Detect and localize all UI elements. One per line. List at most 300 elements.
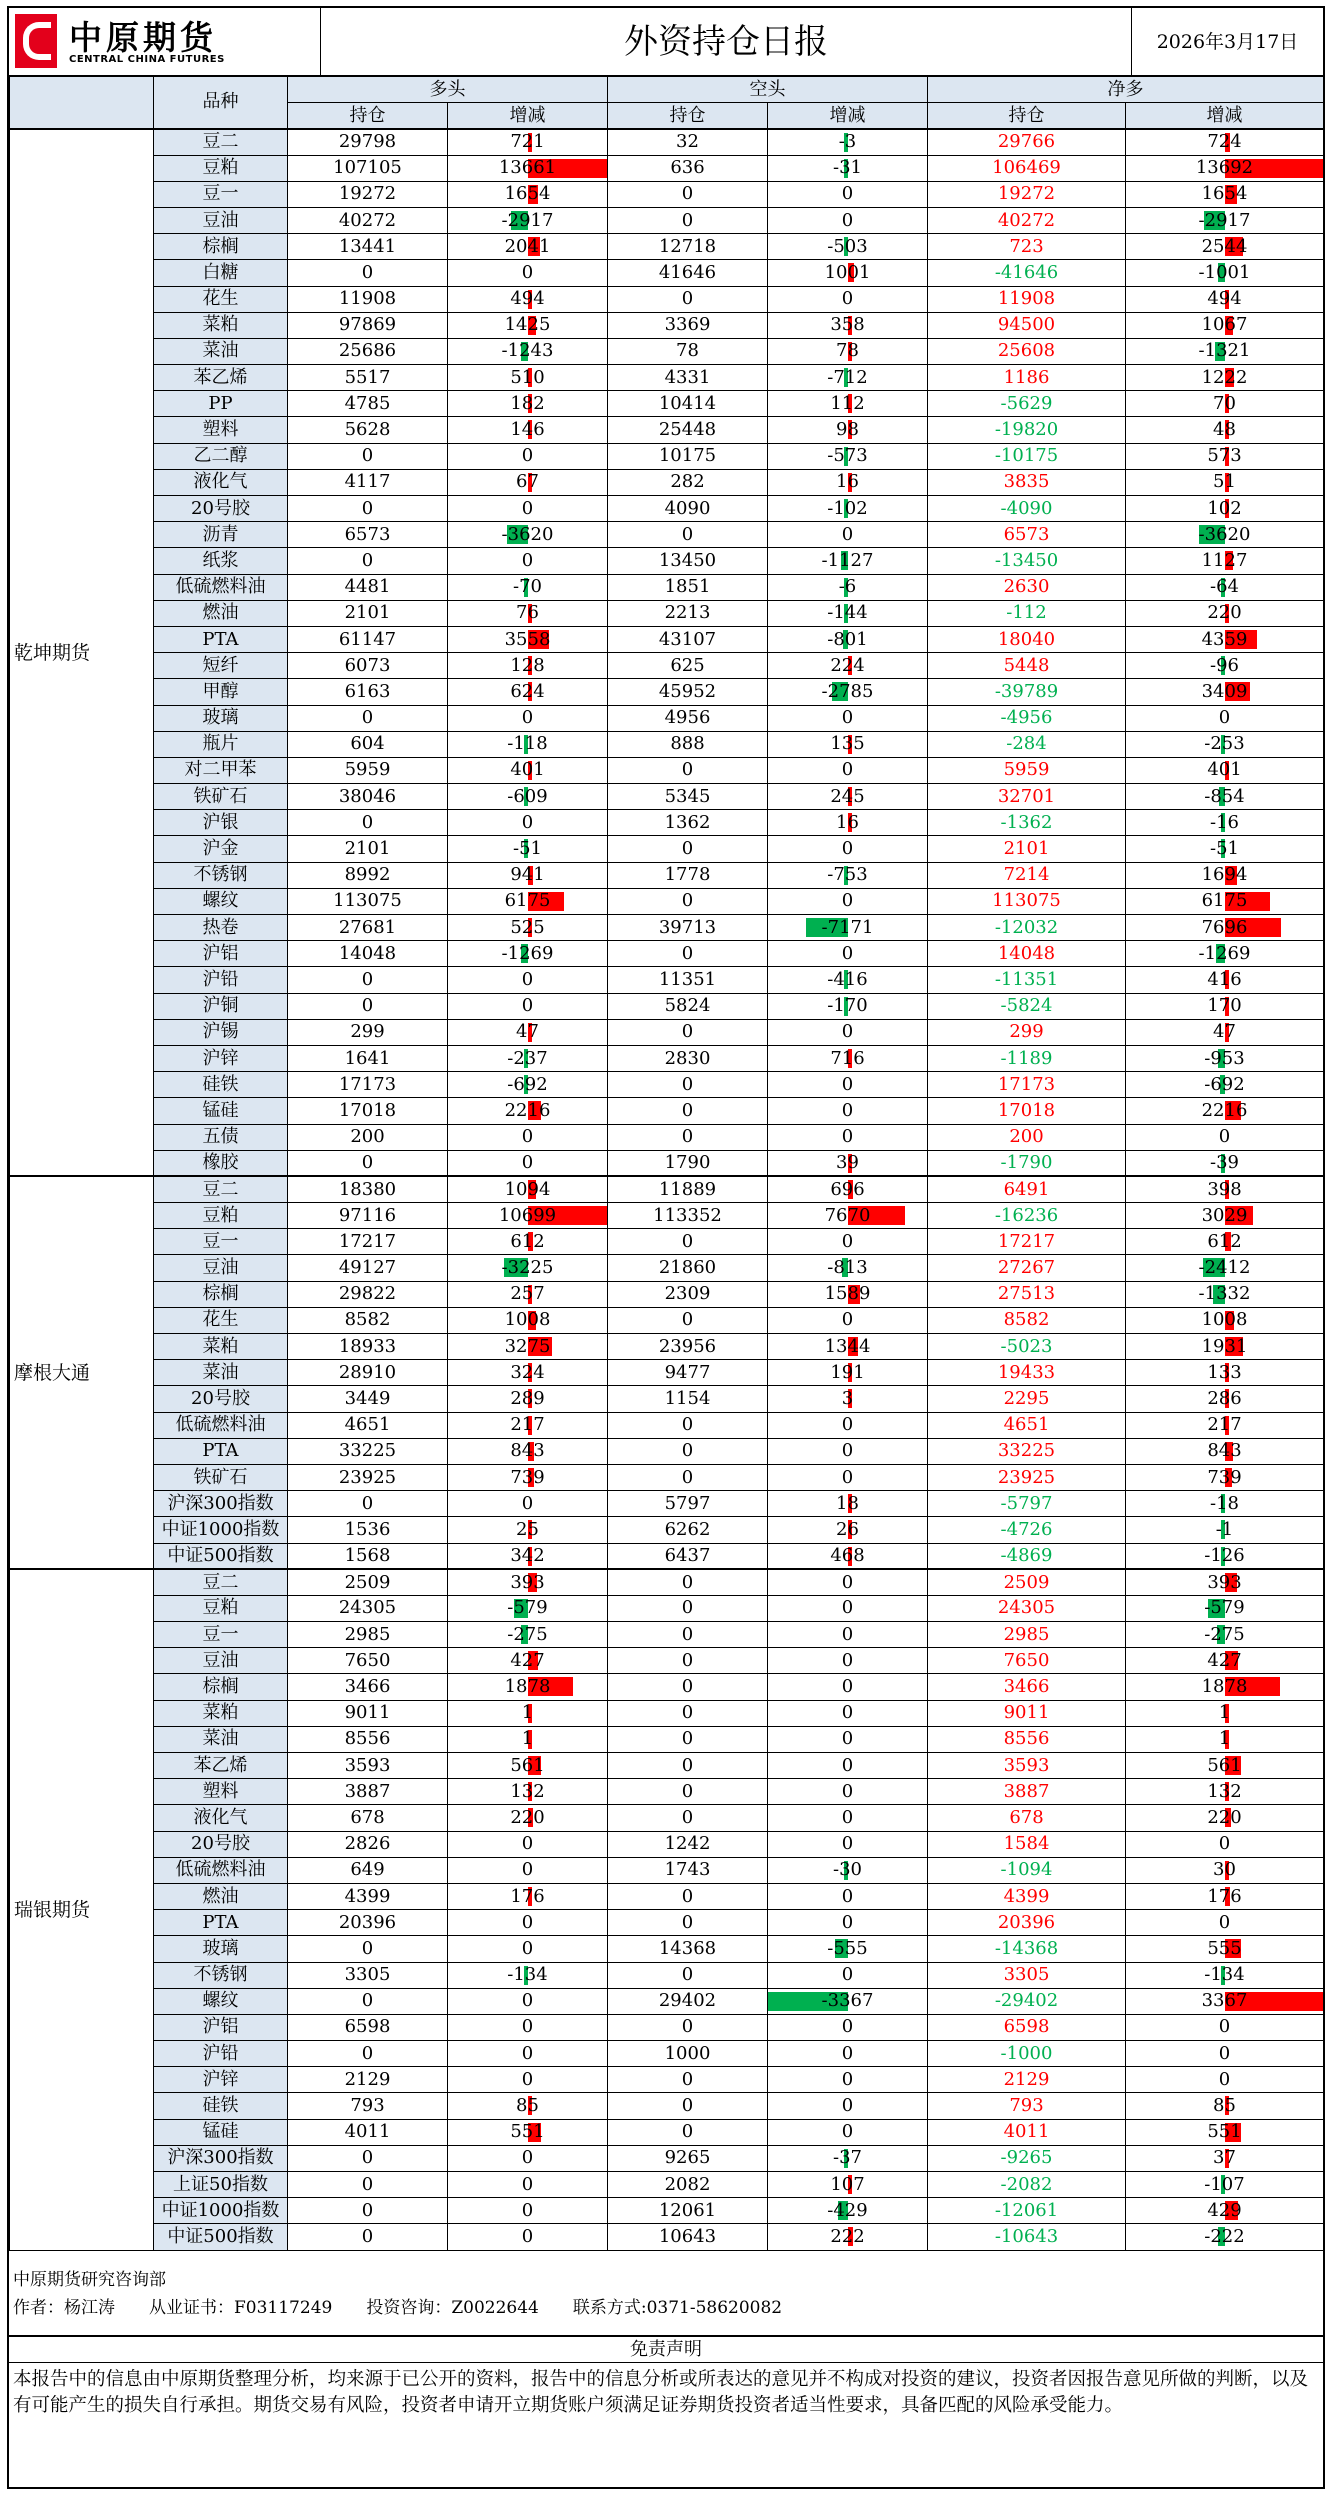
long-change (448, 2224, 608, 2250)
long-position: 0 (288, 810, 448, 836)
short-position: 1851 (608, 574, 768, 600)
change-value: 0 (841, 1126, 854, 1148)
short-position: 0 (608, 1779, 768, 1805)
table-row (10, 626, 1324, 652)
short-position: 29402 (608, 1988, 768, 2014)
short-change (768, 1622, 928, 1648)
net-change (1126, 1700, 1324, 1726)
change-value: 0 (521, 1937, 534, 1959)
change-value: 573 (1207, 445, 1242, 467)
short-change (768, 1072, 928, 1098)
change-value: 182 (510, 392, 545, 414)
header-long: 多头 (288, 77, 608, 103)
short-position: 0 (608, 1595, 768, 1621)
net-change (1126, 2041, 1324, 2067)
table-row (10, 443, 1324, 469)
change-value: 0 (841, 209, 854, 231)
long-position: 0 (288, 1988, 448, 2014)
change-value: -1332 (1198, 1283, 1251, 1305)
variety-name: 沪铝 (154, 2014, 288, 2040)
long-change (448, 2014, 608, 2040)
change-value: 843 (510, 1440, 545, 1462)
change-value: -39 (1210, 1152, 1239, 1174)
short-position: 1242 (608, 1831, 768, 1857)
report-title: 外资持仓日报 (624, 22, 828, 62)
short-change (768, 1464, 928, 1490)
change-value: 1094 (504, 1178, 551, 1200)
net-position: 3835 (928, 469, 1126, 495)
net-change (1126, 1569, 1324, 1595)
net-position: 2630 (928, 574, 1126, 600)
table-row (10, 1543, 1324, 1569)
table-row (10, 1019, 1324, 1045)
net-position: 6573 (928, 522, 1126, 548)
change-value: 0 (841, 759, 854, 781)
change-value: 0 (521, 2225, 534, 2247)
net-position: -5797 (928, 1491, 1126, 1517)
header-long-position: 持仓 (288, 103, 448, 129)
variety-name: 沪金 (154, 836, 288, 862)
net-position: 106469 (928, 155, 1126, 181)
variety-name: 上证50指数 (154, 2172, 288, 2198)
header-net-change: 增减 (1126, 103, 1324, 129)
short-position: 3369 (608, 312, 768, 338)
short-position: 78 (608, 338, 768, 364)
long-change (448, 1910, 608, 1936)
net-change (1126, 1883, 1324, 1909)
short-position: 0 (608, 2067, 768, 2093)
long-position: 9011 (288, 1700, 448, 1726)
net-change (1126, 1307, 1324, 1333)
change-value: -416 (827, 968, 868, 990)
change-value: 25 (516, 1518, 539, 1540)
change-value: -1243 (501, 340, 554, 362)
long-position: 107105 (288, 155, 448, 181)
long-position: 29798 (288, 129, 448, 155)
short-position: 21860 (608, 1255, 768, 1281)
table-row (10, 1307, 1324, 1333)
net-position: 1186 (928, 365, 1126, 391)
short-position: 2309 (608, 1281, 768, 1307)
change-value: 0 (841, 1623, 854, 1645)
long-change (448, 1203, 608, 1229)
long-change (448, 1622, 608, 1648)
change-value: 624 (510, 680, 545, 702)
long-position: 3466 (288, 1674, 448, 1700)
short-change (768, 1203, 928, 1229)
net-position: 19433 (928, 1360, 1126, 1386)
table-row (10, 1281, 1324, 1307)
table-row (10, 1150, 1324, 1176)
table-row (10, 496, 1324, 522)
long-position: 97869 (288, 312, 448, 338)
short-position: 0 (608, 1307, 768, 1333)
change-value: 0 (841, 1754, 854, 1776)
table-row (10, 469, 1324, 495)
table-row (10, 1491, 1324, 1517)
table-row (10, 1334, 1324, 1360)
long-position: 18933 (288, 1334, 448, 1360)
long-position: 200 (288, 1124, 448, 1150)
net-change (1126, 1779, 1324, 1805)
change-value: 3367 (1201, 1990, 1248, 2012)
net-position: 8556 (928, 1726, 1126, 1752)
table-row (10, 1648, 1324, 1674)
change-value: 0 (521, 1990, 534, 2012)
net-change (1126, 836, 1324, 862)
change-value: 0 (841, 1676, 854, 1698)
change-value: 429 (1207, 2199, 1242, 2221)
long-position: 0 (288, 2172, 448, 2198)
table-row (10, 312, 1324, 338)
short-position: 4090 (608, 496, 768, 522)
long-change (448, 1962, 608, 1988)
short-position: 1743 (608, 1857, 768, 1883)
table-row (10, 1412, 1324, 1438)
net-change (1126, 1124, 1324, 1150)
variety-name: 沪铜 (154, 993, 288, 1019)
change-value: 561 (1207, 1754, 1242, 1776)
short-change (768, 1334, 928, 1360)
table-row (10, 1595, 1324, 1621)
change-value: 0 (521, 2199, 534, 2221)
change-value: -1001 (1198, 261, 1251, 283)
change-value: 494 (1207, 288, 1242, 310)
variety-name: 沪锌 (154, 2067, 288, 2093)
short-change (768, 365, 928, 391)
long-change (448, 915, 608, 941)
short-change (768, 1936, 928, 1962)
short-position: 0 (608, 1072, 768, 1098)
net-position: 27513 (928, 1281, 1126, 1307)
long-position: 2129 (288, 2067, 448, 2093)
long-position: 2985 (288, 1622, 448, 1648)
change-value: 222 (830, 2225, 865, 2247)
long-position: 17217 (288, 1229, 448, 1255)
net-change (1126, 2145, 1324, 2171)
change-value: 0 (1218, 1833, 1231, 1855)
long-position: 29822 (288, 1281, 448, 1307)
change-value: -2917 (501, 209, 554, 231)
change-value: 67 (516, 471, 539, 493)
change-value: 0 (841, 1702, 854, 1724)
long-position: 2509 (288, 1569, 448, 1595)
variety-name: PTA (154, 626, 288, 652)
long-change (448, 1805, 608, 1831)
change-value: 191 (830, 1361, 865, 1383)
table-row (10, 1203, 1324, 1229)
net-change (1126, 862, 1324, 888)
short-change (768, 784, 928, 810)
change-value: 286 (1207, 1387, 1242, 1409)
net-position: -13450 (928, 548, 1126, 574)
short-change (768, 574, 928, 600)
table-row (10, 234, 1324, 260)
table-row (10, 1176, 1324, 1202)
long-change (448, 862, 608, 888)
long-change (448, 1045, 608, 1071)
table-row (10, 1098, 1324, 1124)
long-position: 0 (288, 1491, 448, 1517)
net-position: 8582 (928, 1307, 1126, 1333)
table-row (10, 1622, 1324, 1648)
variety-name: 白糖 (154, 260, 288, 286)
long-change (448, 1543, 608, 1569)
variety-name: 中证500指数 (154, 1543, 288, 1569)
variety-name: 菜油 (154, 338, 288, 364)
change-value: 0 (1218, 1911, 1231, 1933)
net-change (1126, 1805, 1324, 1831)
net-position: -2082 (928, 2172, 1126, 2198)
long-change (448, 548, 608, 574)
net-position: -1094 (928, 1857, 1126, 1883)
net-change (1126, 2172, 1324, 2198)
net-position: -9265 (928, 2145, 1126, 2171)
net-position: -5629 (928, 391, 1126, 417)
change-value: -953 (1204, 1047, 1245, 1069)
short-change (768, 993, 928, 1019)
change-value: 401 (510, 759, 545, 781)
variety-name: 塑料 (154, 417, 288, 443)
change-value: 13692 (1195, 157, 1254, 179)
table-row (10, 915, 1324, 941)
table-row (10, 155, 1324, 181)
change-value: 289 (510, 1387, 545, 1409)
table-row (10, 1962, 1324, 1988)
long-change (448, 1334, 608, 1360)
net-change (1126, 1988, 1324, 2014)
net-position: -4869 (928, 1543, 1126, 1569)
change-value: 739 (510, 1466, 545, 1488)
long-change (448, 626, 608, 652)
net-change (1126, 1962, 1324, 1988)
change-value: 47 (516, 1021, 539, 1043)
disclaimer-title: 免责声明 (9, 2335, 1323, 2363)
net-change (1126, 469, 1324, 495)
change-value: 510 (510, 366, 545, 388)
change-value: 612 (510, 1230, 545, 1252)
variety-name: 乙二醇 (154, 443, 288, 469)
long-position: 49127 (288, 1255, 448, 1281)
long-change (448, 1569, 608, 1595)
change-value: 0 (521, 2147, 534, 2169)
change-value: 468 (830, 1544, 865, 1566)
change-value: 1 (521, 1702, 534, 1724)
net-change (1126, 784, 1324, 810)
change-value: 132 (1207, 1780, 1242, 1802)
long-position: 3887 (288, 1779, 448, 1805)
change-value: 0 (841, 1833, 854, 1855)
long-change (448, 2093, 608, 2119)
short-change (768, 1700, 928, 1726)
header-short-position: 持仓 (608, 103, 768, 129)
net-change (1126, 234, 1324, 260)
change-value: 0 (521, 968, 534, 990)
change-value: 551 (510, 2121, 545, 2143)
net-position: 299 (928, 1019, 1126, 1045)
table-row (10, 1438, 1324, 1464)
change-value: -134 (1204, 1964, 1245, 1986)
change-value: 0 (841, 1885, 854, 1907)
long-position: 13441 (288, 234, 448, 260)
change-value: 393 (510, 1571, 545, 1593)
short-position: 1778 (608, 862, 768, 888)
long-position: 0 (288, 1936, 448, 1962)
variety-name: 低硫燃料油 (154, 1857, 288, 1883)
short-change (768, 338, 928, 364)
short-change (768, 1857, 928, 1883)
header-short: 空头 (608, 77, 928, 103)
short-change (768, 1255, 928, 1281)
variety-name: 玻璃 (154, 705, 288, 731)
net-position: -12032 (928, 915, 1126, 941)
long-position: 5959 (288, 757, 448, 783)
table-row (10, 129, 1324, 155)
net-change (1126, 2014, 1324, 2040)
change-value: -2917 (1198, 209, 1251, 231)
change-value: 324 (510, 1361, 545, 1383)
short-position: 9477 (608, 1360, 768, 1386)
long-change (448, 1779, 608, 1805)
net-position: 23925 (928, 1464, 1126, 1490)
variety-name: 豆油 (154, 1648, 288, 1674)
net-change (1126, 391, 1324, 417)
long-change (448, 784, 608, 810)
change-value: 555 (1207, 1937, 1242, 1959)
short-change (768, 1386, 928, 1412)
long-change (448, 574, 608, 600)
net-position: 5959 (928, 757, 1126, 783)
short-change (768, 2067, 928, 2093)
change-value: 0 (841, 2016, 854, 2038)
short-change (768, 1176, 928, 1202)
table-row (10, 2198, 1324, 2224)
long-change (448, 1753, 608, 1779)
change-value: 0 (521, 549, 534, 571)
change-value: 2041 (504, 235, 551, 257)
short-position: 1790 (608, 1150, 768, 1176)
long-position: 604 (288, 731, 448, 757)
change-value: -1269 (1198, 942, 1251, 964)
long-change (448, 234, 608, 260)
long-change (448, 1124, 608, 1150)
net-position: -19820 (928, 417, 1126, 443)
change-value: 525 (510, 916, 545, 938)
short-position: 5797 (608, 1491, 768, 1517)
variety-name: 棕榈 (154, 234, 288, 260)
report-date: 2026年3月17日 (1131, 8, 1323, 76)
change-value: -126 (1204, 1544, 1245, 1566)
variety-name: 20号胶 (154, 1831, 288, 1857)
short-change (768, 1962, 928, 1988)
net-change (1126, 1150, 1324, 1176)
long-position: 25686 (288, 338, 448, 364)
long-position: 1568 (288, 1543, 448, 1569)
long-change (448, 417, 608, 443)
change-value: 721 (510, 131, 545, 153)
variety-name: 五债 (154, 1124, 288, 1150)
change-value: 98 (836, 419, 859, 441)
long-change (448, 286, 608, 312)
change-value: 6175 (1201, 890, 1248, 912)
long-change (448, 1700, 608, 1726)
short-change (768, 1569, 928, 1595)
short-position: 4956 (608, 705, 768, 731)
net-position: 200 (928, 1124, 1126, 1150)
variety-name: 沪铅 (154, 2041, 288, 2067)
short-position: 0 (608, 522, 768, 548)
table-row (10, 1464, 1324, 1490)
change-value: 39 (836, 1152, 859, 1174)
net-change (1126, 2119, 1324, 2145)
table-row (10, 862, 1324, 888)
long-change (448, 679, 608, 705)
change-value: 0 (521, 2173, 534, 2195)
short-position: 0 (608, 1962, 768, 1988)
net-position: 40272 (928, 207, 1126, 233)
variety-name: 硅铁 (154, 2093, 288, 2119)
table-row (10, 522, 1324, 548)
table-row (10, 1753, 1324, 1779)
short-change (768, 836, 928, 862)
short-position: 11351 (608, 967, 768, 993)
short-change (768, 1831, 928, 1857)
short-position: 0 (608, 1019, 768, 1045)
net-change (1126, 312, 1324, 338)
net-change (1126, 731, 1324, 757)
long-change (448, 1883, 608, 1909)
change-value: 0 (1218, 2042, 1231, 2064)
short-change (768, 1124, 928, 1150)
table-row (10, 784, 1324, 810)
variety-name: 沪深300指数 (154, 1491, 288, 1517)
variety-name: 菜粕 (154, 1700, 288, 1726)
change-value: -7171 (821, 916, 874, 938)
net-change (1126, 810, 1324, 836)
net-position: -112 (928, 600, 1126, 626)
net-change (1126, 1072, 1324, 1098)
net-position: 2295 (928, 1386, 1126, 1412)
short-change (768, 653, 928, 679)
short-change (768, 260, 928, 286)
long-change (448, 2041, 608, 2067)
variety-name: 对二甲苯 (154, 757, 288, 783)
change-value: 494 (510, 288, 545, 310)
short-change (768, 1517, 928, 1543)
change-value: 393 (1207, 1571, 1242, 1593)
long-position: 3449 (288, 1386, 448, 1412)
long-position: 0 (288, 443, 448, 469)
net-position: 33225 (928, 1438, 1126, 1464)
short-position: 0 (608, 1569, 768, 1595)
long-change (448, 129, 608, 155)
short-position: 113352 (608, 1203, 768, 1229)
short-position: 13450 (608, 548, 768, 574)
short-change (768, 443, 928, 469)
change-value: 561 (510, 1754, 545, 1776)
net-change (1126, 181, 1324, 207)
table-row (10, 1831, 1324, 1857)
long-position: 649 (288, 1857, 448, 1883)
holdings-table (9, 76, 1324, 2251)
long-change (448, 155, 608, 181)
short-change (768, 1019, 928, 1045)
header-net: 净多 (928, 77, 1324, 103)
net-position: 7650 (928, 1648, 1126, 1674)
change-value: -134 (507, 1964, 548, 1986)
short-position: 282 (608, 469, 768, 495)
change-value: 112 (830, 392, 865, 414)
